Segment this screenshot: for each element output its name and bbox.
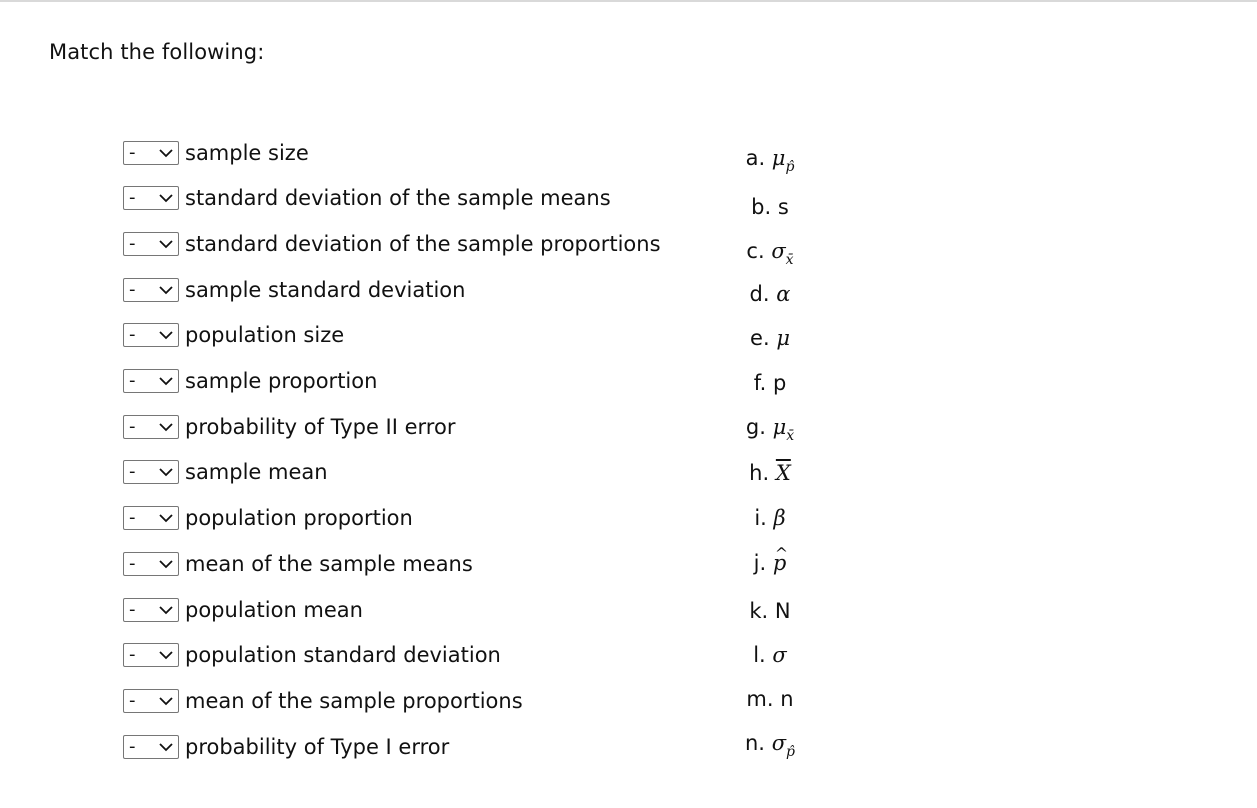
item-label: standard deviation of the sample means <box>185 186 611 210</box>
answer-subscript: p̂ <box>786 744 795 760</box>
answer-symbol: n <box>780 687 794 711</box>
answer-e <box>750 326 790 350</box>
answer-symbol: $\overline{X}$ <box>775 461 791 485</box>
chevron-down-icon <box>158 511 174 525</box>
answer-c <box>746 239 793 268</box>
answer-f <box>754 371 787 395</box>
match-select[interactable] <box>123 598 179 622</box>
answer-letter: b. <box>751 195 772 219</box>
item-label: population proportion <box>185 506 413 530</box>
answer-symbol: σ <box>772 643 787 667</box>
answer-a <box>746 146 795 175</box>
answer-symbol: μ <box>776 326 790 350</box>
match-select[interactable] <box>123 369 179 393</box>
answer-g <box>746 415 794 444</box>
answer-symbol: σ <box>771 731 787 755</box>
answer-letter: c. <box>746 239 765 263</box>
chevron-down-icon <box>158 465 174 479</box>
answer-letter: l. <box>753 643 766 667</box>
match-select[interactable] <box>123 643 179 667</box>
match-select[interactable] <box>123 141 179 165</box>
match-select[interactable] <box>123 278 179 302</box>
answer-letter: i. <box>754 506 767 530</box>
item-label: probability of Type I error <box>185 735 450 759</box>
item-label: standard deviation of the sample proportions <box>185 232 661 256</box>
select-value: - <box>129 736 136 757</box>
select-value: - <box>129 553 136 574</box>
answer-m <box>746 687 793 711</box>
answer-symbol: σ <box>771 239 786 263</box>
item-label: population standard deviation <box>185 643 501 667</box>
match-row-10 <box>123 549 473 579</box>
select-value: - <box>129 599 136 620</box>
match-select[interactable] <box>123 506 179 530</box>
chevron-down-icon <box>158 374 174 388</box>
match-select[interactable] <box>123 232 179 256</box>
match-row-7 <box>123 412 455 442</box>
match-select[interactable] <box>123 323 179 347</box>
answer-letter: g. <box>745 415 766 439</box>
answer-subscript: x̄ <box>785 252 794 268</box>
answer-symbol: α <box>776 282 791 306</box>
match-row-3 <box>123 229 661 259</box>
select-value: - <box>129 690 136 711</box>
answer-h <box>749 461 791 485</box>
answer-symbol: β <box>773 506 786 530</box>
answer-subscript: p̂ <box>785 159 795 175</box>
match-select[interactable] <box>123 689 179 713</box>
item-label: sample mean <box>185 460 328 484</box>
answer-n <box>745 731 795 760</box>
select-value: - <box>129 324 136 345</box>
match-select[interactable] <box>123 735 179 759</box>
select-value: - <box>129 142 136 163</box>
item-label: population mean <box>185 598 363 622</box>
item-label: mean of the sample means <box>185 552 473 576</box>
answer-symbol: μ <box>771 146 786 170</box>
answer-letter: a. <box>745 146 766 170</box>
answer-letter: n. <box>745 731 765 755</box>
match-row-5 <box>123 320 344 350</box>
match-row-11 <box>123 595 363 625</box>
answer-symbol: N <box>774 599 791 623</box>
answer-letter: f. <box>753 371 767 395</box>
select-value: - <box>129 233 136 254</box>
answer-i <box>754 506 785 530</box>
chevron-down-icon <box>158 648 174 662</box>
item-label: population size <box>185 323 345 347</box>
match-row-2 <box>123 183 611 213</box>
answer-l <box>753 643 787 667</box>
item-label: probability of Type II error <box>185 415 456 439</box>
item-label: mean of the sample proportions <box>185 689 523 713</box>
answer-symbol: s <box>777 195 789 219</box>
chevron-down-icon <box>158 603 174 617</box>
answer-symbol: p ^ <box>773 551 786 575</box>
chevron-down-icon <box>158 146 174 160</box>
chevron-down-icon <box>158 694 174 708</box>
answer-b <box>751 195 789 219</box>
item-label: sample proportion <box>185 369 378 393</box>
chevron-down-icon <box>158 191 174 205</box>
answer-d <box>750 282 791 306</box>
answer-letter: m. <box>746 687 774 711</box>
select-value: - <box>129 461 136 482</box>
select-value: - <box>129 644 136 665</box>
match-row-14 <box>123 732 449 762</box>
answer-symbol: p <box>772 371 787 395</box>
match-select[interactable] <box>123 552 179 576</box>
answer-subscript: x̄ <box>786 428 795 444</box>
answer-symbol: μ <box>772 415 787 439</box>
match-row-8 <box>123 457 328 487</box>
chevron-down-icon <box>158 557 174 571</box>
match-row-6 <box>123 366 377 396</box>
chevron-down-icon <box>158 740 174 754</box>
answer-letter: j. <box>753 551 767 575</box>
answer-letter: e. <box>750 326 770 350</box>
match-row-1 <box>123 138 309 168</box>
question-prompt: Match the following: <box>49 40 265 64</box>
answer-letter: k. <box>749 599 769 623</box>
match-row-13 <box>123 686 523 716</box>
answer-k <box>749 599 790 623</box>
answer-j <box>754 551 787 575</box>
select-value: - <box>129 279 136 300</box>
item-label: sample size <box>185 141 309 165</box>
answer-letter: h. <box>749 461 770 485</box>
chevron-down-icon <box>158 237 174 251</box>
chevron-down-icon <box>158 328 174 342</box>
chevron-down-icon <box>158 420 174 434</box>
select-value: - <box>129 187 136 208</box>
match-select[interactable] <box>123 186 179 210</box>
item-label: sample standard deviation <box>185 278 466 302</box>
match-select[interactable] <box>123 415 179 439</box>
match-row-12 <box>123 640 501 670</box>
select-value: - <box>129 416 136 437</box>
match-select[interactable] <box>123 460 179 484</box>
select-value: - <box>129 370 136 391</box>
select-value: - <box>129 507 136 528</box>
match-row-9 <box>123 503 413 533</box>
chevron-down-icon <box>158 283 174 297</box>
match-row-4 <box>123 275 465 305</box>
answer-letter: d. <box>749 282 770 306</box>
